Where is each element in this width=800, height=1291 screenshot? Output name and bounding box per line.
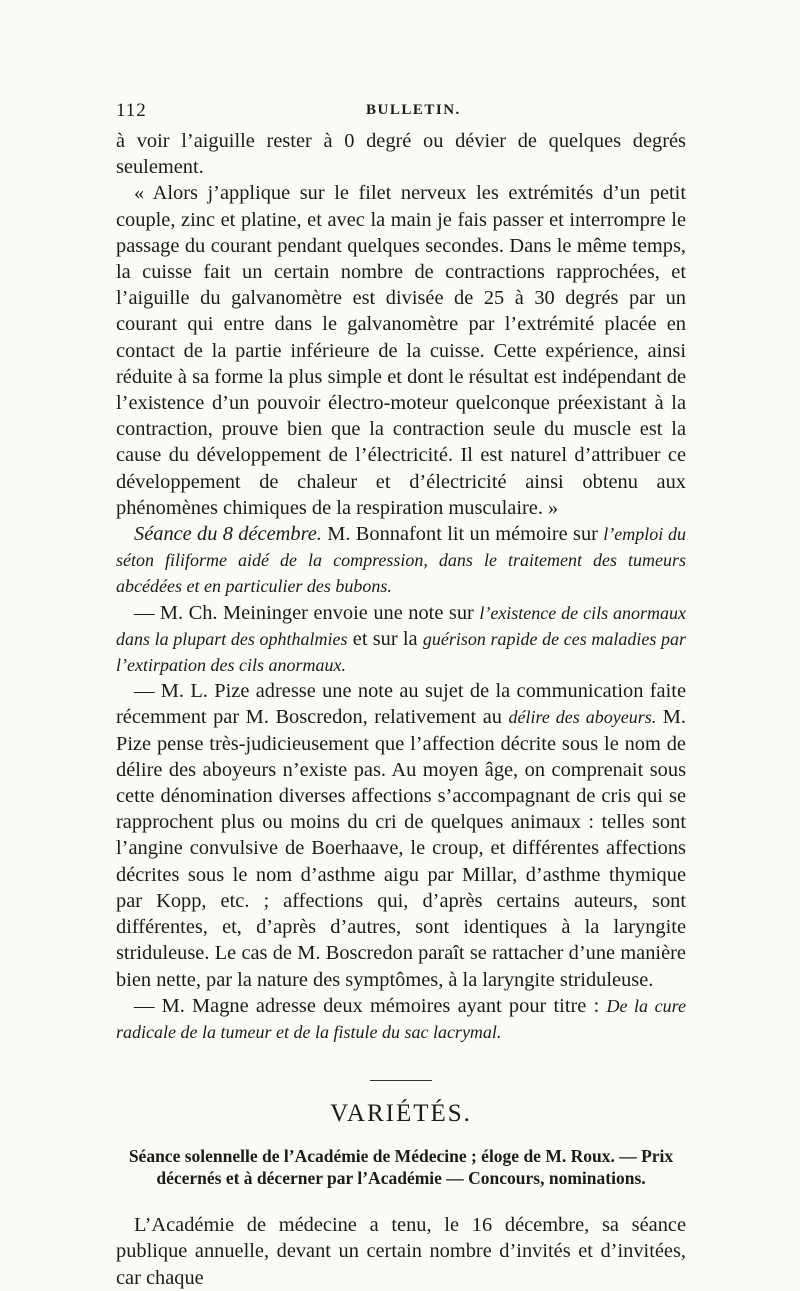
paragraph: — M. L. Pize adresse une note au sujet de la communication faite récemment par M. Boscredon, relativement au délire des aboyeurs. M. Pize pense très-judicieusement que l’affection décrite sous le nom de délire des aboyeurs n’existe pas. Au moyen âge, on comprenait sous cette dénomination diverses affections s’accompagnant de cris qui se rapprochent plus ou moins du cri de quelques animaux : telles sont l’angine convulsive de Boerhaave, le croup, et différentes affections décrites sous le nom d’asthme aigu par Millar, d’asthme thymique par Kopp, etc. ; affections qui, d’après certains auteurs, sont différentes, et, d’après d’autres, sont identiques à la laryngite striduleuse. Le cas de M. Boscredon paraît se rattacher d’une manière bien nette, par la nature des symptômes, à la laryngite striduleuse. — [116, 680, 686, 991]
body-text — [116, 128, 686, 1291]
paragraph: Séance du 8 décembre. M. Bonnafont lit un mémoire sur l’emploi du séton filiforme aidé de la compression, dans le traitement des tumeurs abcédées et en particulier des bubons. — [116, 523, 686, 597]
section-title: VARIÉTÉS. — [330, 1100, 472, 1128]
page-header — [116, 100, 686, 126]
section-subtitle: Séance solennelle de l’Académie de Médecine ; éloge de M. Roux. — Prix décernés et à décerner par l’Académie — Concours, nominations. — [128, 1146, 674, 1189]
memoir-title: l’emploi du séton filiforme aidé de la compression, dans le traitement des tumeurs abcédées et en particulier des bubons. — [116, 524, 686, 597]
page-number: 112 — [116, 100, 147, 121]
note-title: l’existence de cils anormaux dans la plupart des ophthalmies — [116, 602, 686, 649]
session-date: Séance du 8 décembre. — [134, 523, 322, 546]
running-title: BULLETIN. — [366, 102, 461, 118]
paragraph: à voir l’aiguille rester à 0 degré ou dévier de quelques degrés seulement. — [116, 130, 686, 179]
section-divider — [370, 1080, 432, 1081]
paragraph: L’Académie de médecine a tenu, le 16 décembre, sa séance publique annuelle, devant un certain nombre d’invités et d’invitées, car chaque — [116, 1214, 686, 1289]
paragraph: — M. Magne adresse deux mémoires ayant pour titre : De la cure radicale de la tumeur et de la fistule du sac lacrymal. — [116, 994, 686, 1042]
paragraph: — M. Ch. Meininger envoie une note sur l’existence de cils anormaux dans la plupart des ophthalmies et sur la guérison rapide de ces maladies par l’extirpation des cils anormaux. — [116, 601, 686, 676]
note-title: guérison rapide de ces maladies par l’extirpation des cils anormaux. — [116, 628, 686, 676]
paragraph: « Alors j’applique sur le filet nerveux les extrémités d’un petit couple, zinc et platine, et avec la main je fais passer et interrompre le passage du courant pendant quelques secondes. Dans le même temps, la cuisse fait un certain nombre de contractions rapprochées, et l’aiguille du galvanomètre est divisée de 25 à 30 degrés par un courant qui entre dans le galvanomètre par l’extrémité placée en contact de la partie inférieure de la cuisse. Cette expérience, ainsi réduite à sa forme la plus simple et dont le résultat est indépendant de l’existence d’un pouvoir électro-moteur quelconque préexistant à la contraction, prouve bien que la contraction seule du muscle est la cause du développement de l’électricité. Il est naturel d’attribuer ce développement de chaleur et d’électricité ainsi obtenu aux phénomènes chimiques de la respiration musculaire. » — [116, 182, 686, 519]
memoir-title: De la cure radicale de la tumeur et de la fistule du sac lacrymal. — [116, 995, 686, 1042]
note-title: délire des aboyeurs. — [508, 707, 657, 728]
